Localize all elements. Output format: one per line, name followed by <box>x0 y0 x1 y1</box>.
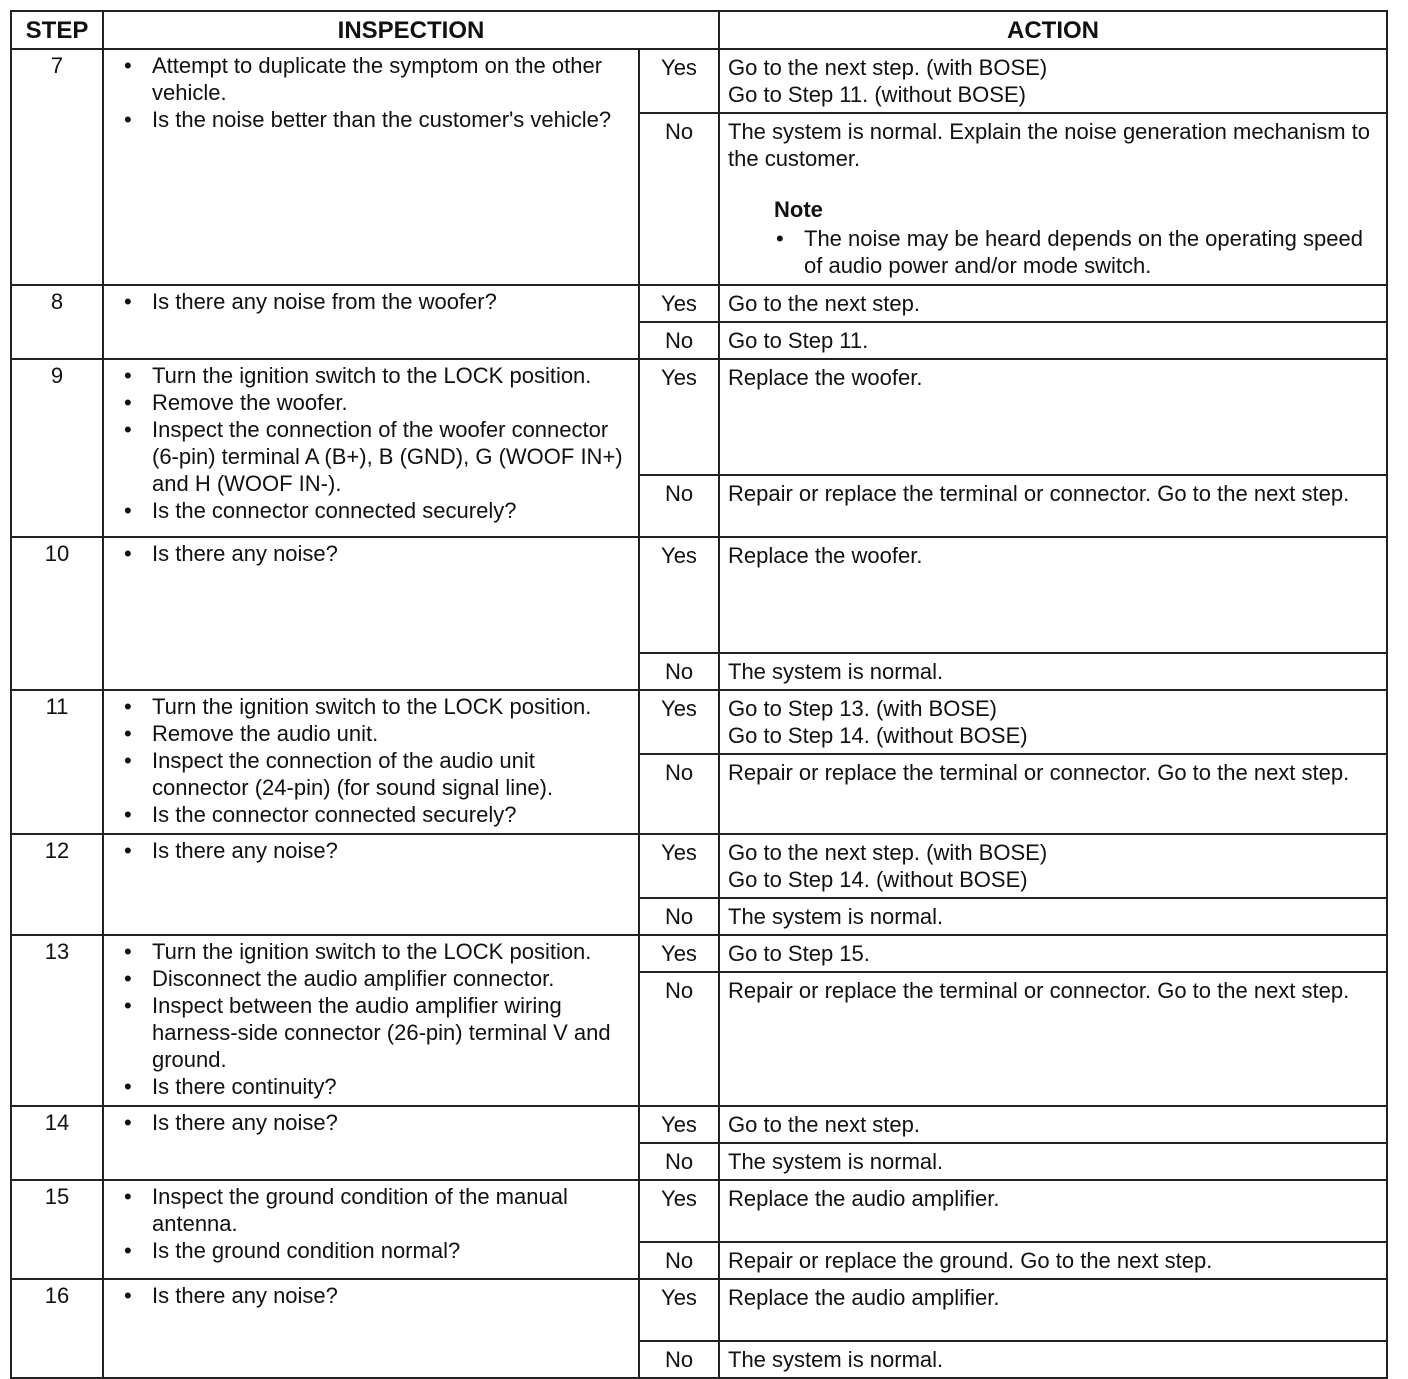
yes-action <box>719 1279 1387 1341</box>
yes-action <box>719 690 1387 754</box>
inspection-item: • Remove the woofer. <box>152 389 630 416</box>
action-line: Replace the audio amplifier. <box>728 1285 1000 1310</box>
no-action <box>719 322 1387 359</box>
inspection-cell <box>103 1279 639 1378</box>
action-line: Go to Step 14. (without BOSE) <box>728 867 1028 892</box>
action-line: Go to the next step. (with BOSE) <box>728 55 1048 80</box>
table-row <box>11 1279 1387 1341</box>
no-label: No <box>639 1143 719 1180</box>
no-label: No <box>639 1242 719 1279</box>
action-line: Go to Step 11. (without BOSE) <box>728 82 1026 107</box>
inspection-cell <box>103 285 639 359</box>
table-row <box>11 690 1387 754</box>
no-label: No <box>639 1341 719 1378</box>
inspection-cell <box>103 49 639 285</box>
no-label: No <box>639 322 719 359</box>
no-action <box>719 475 1387 537</box>
inspection-item: • Turn the ignition switch to the LOCK position. <box>152 362 630 389</box>
yes-action <box>719 537 1387 653</box>
no-label: No <box>639 898 719 935</box>
inspection-procedure <box>10 10 1386 1379</box>
inspection-item: • Turn the ignition switch to the LOCK position. <box>152 693 630 720</box>
no-label: No <box>639 972 719 1106</box>
inspection-list <box>112 693 630 828</box>
inspection-item: • Inspect the ground condition of the manual antenna. <box>152 1183 630 1237</box>
inspection-item: • Is the ground condition normal? <box>152 1237 630 1264</box>
inspection-cell <box>103 1106 639 1180</box>
action-line: Go to Step 14. (without BOSE) <box>728 723 1028 748</box>
no-action <box>719 972 1387 1106</box>
yes-action <box>719 285 1387 322</box>
inspection-list <box>112 52 630 133</box>
action-line: The system is normal. <box>728 1149 944 1174</box>
yes-label: Yes <box>639 935 719 972</box>
inspection-item: • Disconnect the audio amplifier connector. <box>152 965 630 992</box>
step-number: 9 <box>11 359 103 537</box>
inspection-list <box>112 362 630 524</box>
action-line: The system is normal. <box>728 659 944 684</box>
header-inspection: INSPECTION <box>103 11 719 49</box>
step-number: 7 <box>11 49 103 285</box>
step-number: 13 <box>11 935 103 1106</box>
yes-action <box>719 935 1387 972</box>
no-action <box>719 653 1387 690</box>
yes-action <box>719 834 1387 898</box>
yes-label: Yes <box>639 537 719 653</box>
yes-label: Yes <box>639 359 719 475</box>
inspection-item: • Inspect between the audio amplifier wiring harness-side connector (26-pin) terminal V and ground. <box>152 992 630 1073</box>
note-item: • The noise may be heard depends on the operating speed of audio power and/or mode switch. <box>804 225 1378 279</box>
action-line: Go to Step 15. <box>728 941 870 966</box>
table-body <box>11 49 1387 1378</box>
table-row <box>11 49 1387 113</box>
inspection-item: • Is the connector connected securely? <box>152 801 630 828</box>
table-row <box>11 1106 1387 1143</box>
inspection-item: • Is there any noise from the woofer? <box>152 288 630 315</box>
yes-action <box>719 49 1387 113</box>
no-label: No <box>639 653 719 690</box>
action-line: Go to the next step. (with BOSE) <box>728 840 1048 865</box>
inspection-list <box>112 1183 630 1264</box>
table-row <box>11 1180 1387 1242</box>
step-number: 11 <box>11 690 103 834</box>
yes-label: Yes <box>639 1106 719 1143</box>
no-action <box>719 898 1387 935</box>
table-row <box>11 285 1387 322</box>
header-step: STEP <box>11 11 103 49</box>
action-line: Replace the woofer. <box>728 365 923 390</box>
inspection-list <box>112 1109 630 1136</box>
yes-label: Yes <box>639 690 719 754</box>
step-number: 16 <box>11 1279 103 1378</box>
table-row <box>11 935 1387 972</box>
note-title: Note <box>774 197 823 222</box>
yes-action <box>719 359 1387 475</box>
table-row <box>11 359 1387 475</box>
action-line: Repair or replace the terminal or connector. Go to the next step. <box>728 978 1350 1003</box>
action-line: Replace the woofer. <box>728 543 923 568</box>
step-number: 14 <box>11 1106 103 1180</box>
action-line: Go to Step 13. (with BOSE) <box>728 696 998 721</box>
action-line: The system is normal. <box>728 1347 944 1372</box>
inspection-item: • Is there any noise? <box>152 837 630 864</box>
inspection-item: • Is there continuity? <box>152 1073 630 1100</box>
inspection-cell <box>103 537 639 690</box>
action-line: Go to Step 11. <box>728 328 869 353</box>
yes-action <box>719 1180 1387 1242</box>
action-line: The system is normal. Explain the noise generation mechanism to the customer. <box>728 119 1370 171</box>
inspection-item: • Is there any noise? <box>152 1109 630 1136</box>
note-list <box>728 225 1378 279</box>
yes-label: Yes <box>639 834 719 898</box>
inspection-item: • Attempt to duplicate the symptom on the other vehicle. <box>152 52 630 106</box>
yes-label: Yes <box>639 1180 719 1242</box>
inspection-item: • Inspect the connection of the audio unit connector (24-pin) (for sound signal line). <box>152 747 630 801</box>
inspection-list <box>112 837 630 864</box>
inspection-item: • Inspect the connection of the woofer connector (6-pin) terminal A (B+), B (GND), G (WOOF IN+) and H (WOOF IN-). <box>152 416 630 497</box>
no-action <box>719 1143 1387 1180</box>
step-number: 12 <box>11 834 103 935</box>
troubleshooting-table <box>10 10 1388 1379</box>
step-number: 15 <box>11 1180 103 1279</box>
inspection-list <box>112 540 630 567</box>
yes-label: Yes <box>639 1279 719 1341</box>
action-line: Go to the next step. <box>728 1112 921 1137</box>
step-number: 10 <box>11 537 103 690</box>
inspection-cell <box>103 359 639 537</box>
inspection-item: • Remove the audio unit. <box>152 720 630 747</box>
inspection-item: • Is there any noise? <box>152 1282 630 1309</box>
step-number: 8 <box>11 285 103 359</box>
no-action <box>719 113 1387 285</box>
action-line: Replace the audio amplifier. <box>728 1186 1000 1211</box>
inspection-list <box>112 1282 630 1309</box>
inspection-cell <box>103 935 639 1106</box>
table-row <box>11 537 1387 653</box>
yes-label: Yes <box>639 285 719 322</box>
yes-label: Yes <box>639 49 719 113</box>
inspection-item: • Is the noise better than the customer's vehicle? <box>152 106 630 133</box>
table-row <box>11 834 1387 898</box>
action-line: Go to the next step. <box>728 291 921 316</box>
inspection-list <box>112 288 630 315</box>
action-line: Repair or replace the terminal or connector. Go to the next step. <box>728 760 1350 785</box>
action-line: The system is normal. <box>728 904 944 929</box>
inspection-cell <box>103 834 639 935</box>
no-action <box>719 1242 1387 1279</box>
inspection-item: • Is the connector connected securely? <box>152 497 630 524</box>
no-action <box>719 754 1387 834</box>
inspection-item: • Is there any noise? <box>152 540 630 567</box>
header-row <box>11 11 1387 49</box>
no-label: No <box>639 475 719 537</box>
no-label: No <box>639 754 719 834</box>
action-line: Repair or replace the ground. Go to the next step. <box>728 1248 1213 1273</box>
inspection-cell <box>103 1180 639 1279</box>
header-action: ACTION <box>719 11 1387 49</box>
action-line: Repair or replace the terminal or connector. Go to the next step. <box>728 481 1350 506</box>
inspection-cell <box>103 690 639 834</box>
inspection-list <box>112 938 630 1100</box>
inspection-item: • Turn the ignition switch to the LOCK position. <box>152 938 630 965</box>
yes-action <box>719 1106 1387 1143</box>
no-action <box>719 1341 1387 1378</box>
no-label: No <box>639 113 719 285</box>
